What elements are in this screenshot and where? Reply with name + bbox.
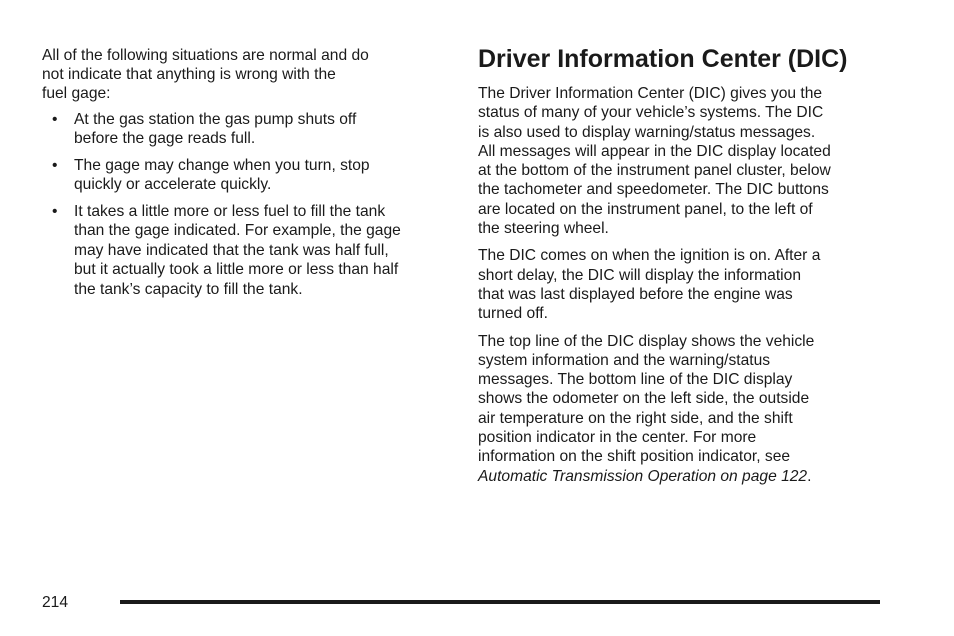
left-column [42,46,442,306]
dic-paragraph-3-end: . [807,467,812,485]
section-heading: Driver Information Center (DIC) [478,45,848,73]
dic-paragraph-1: The Driver Information Center (DIC) gives you the status of many of your vehicle’s systems. The DIC is also used to display warning/status messages. All messages will appear in the DIC display located at the bottom of the instrument panel cluster, below the tachometer and speedometer. The DIC buttons are located on the instrument panel, to the left of the steering wheel. [478,85,831,238]
list-item [42,110,442,149]
dic-paragraph-2: The DIC comes on when the ignition is on. After a short delay, the DIC will display the information that was last displayed before the engine was turned off. [478,247,821,323]
list-item [42,156,442,195]
right-column [478,44,878,494]
list-item [42,202,442,300]
intro-paragraph: All of the following situations are normal and do not indicate that anything is wrong with the fuel gage: [42,47,369,103]
dic-paragraph-3 [478,332,878,486]
bullet-icon: • [52,110,58,128]
dic-paragraph-3-text: The top line of the DIC display shows the vehicle system information and the warning/status messages. The bottom line of the DIC display shows the odometer on the left side, the outside air temperature on the right side, and the shift position indicator in the center. For more information on the shift position indicator, see [478,332,815,466]
bullet-text: At the gas station the gas pump shuts off before the gage reads full. [74,110,357,148]
bullet-icon: • [52,156,58,174]
page-number: 214 [42,594,69,611]
bullet-text: It takes a little more or less fuel to fill the tank than the gage indicated. For example, the gage may have indicated that the tank was half full, but it actually took a little more or less than half the tank’s capacity to fill the tank. [74,202,401,298]
cross-reference-link[interactable]: Automatic Transmission Operation on page 122 [478,467,808,485]
footer-rule [120,600,880,604]
bullet-list [42,110,442,300]
bullet-text: The gage may change when you turn, stop quickly or accelerate quickly. [74,156,370,194]
bullet-icon: • [52,202,58,220]
